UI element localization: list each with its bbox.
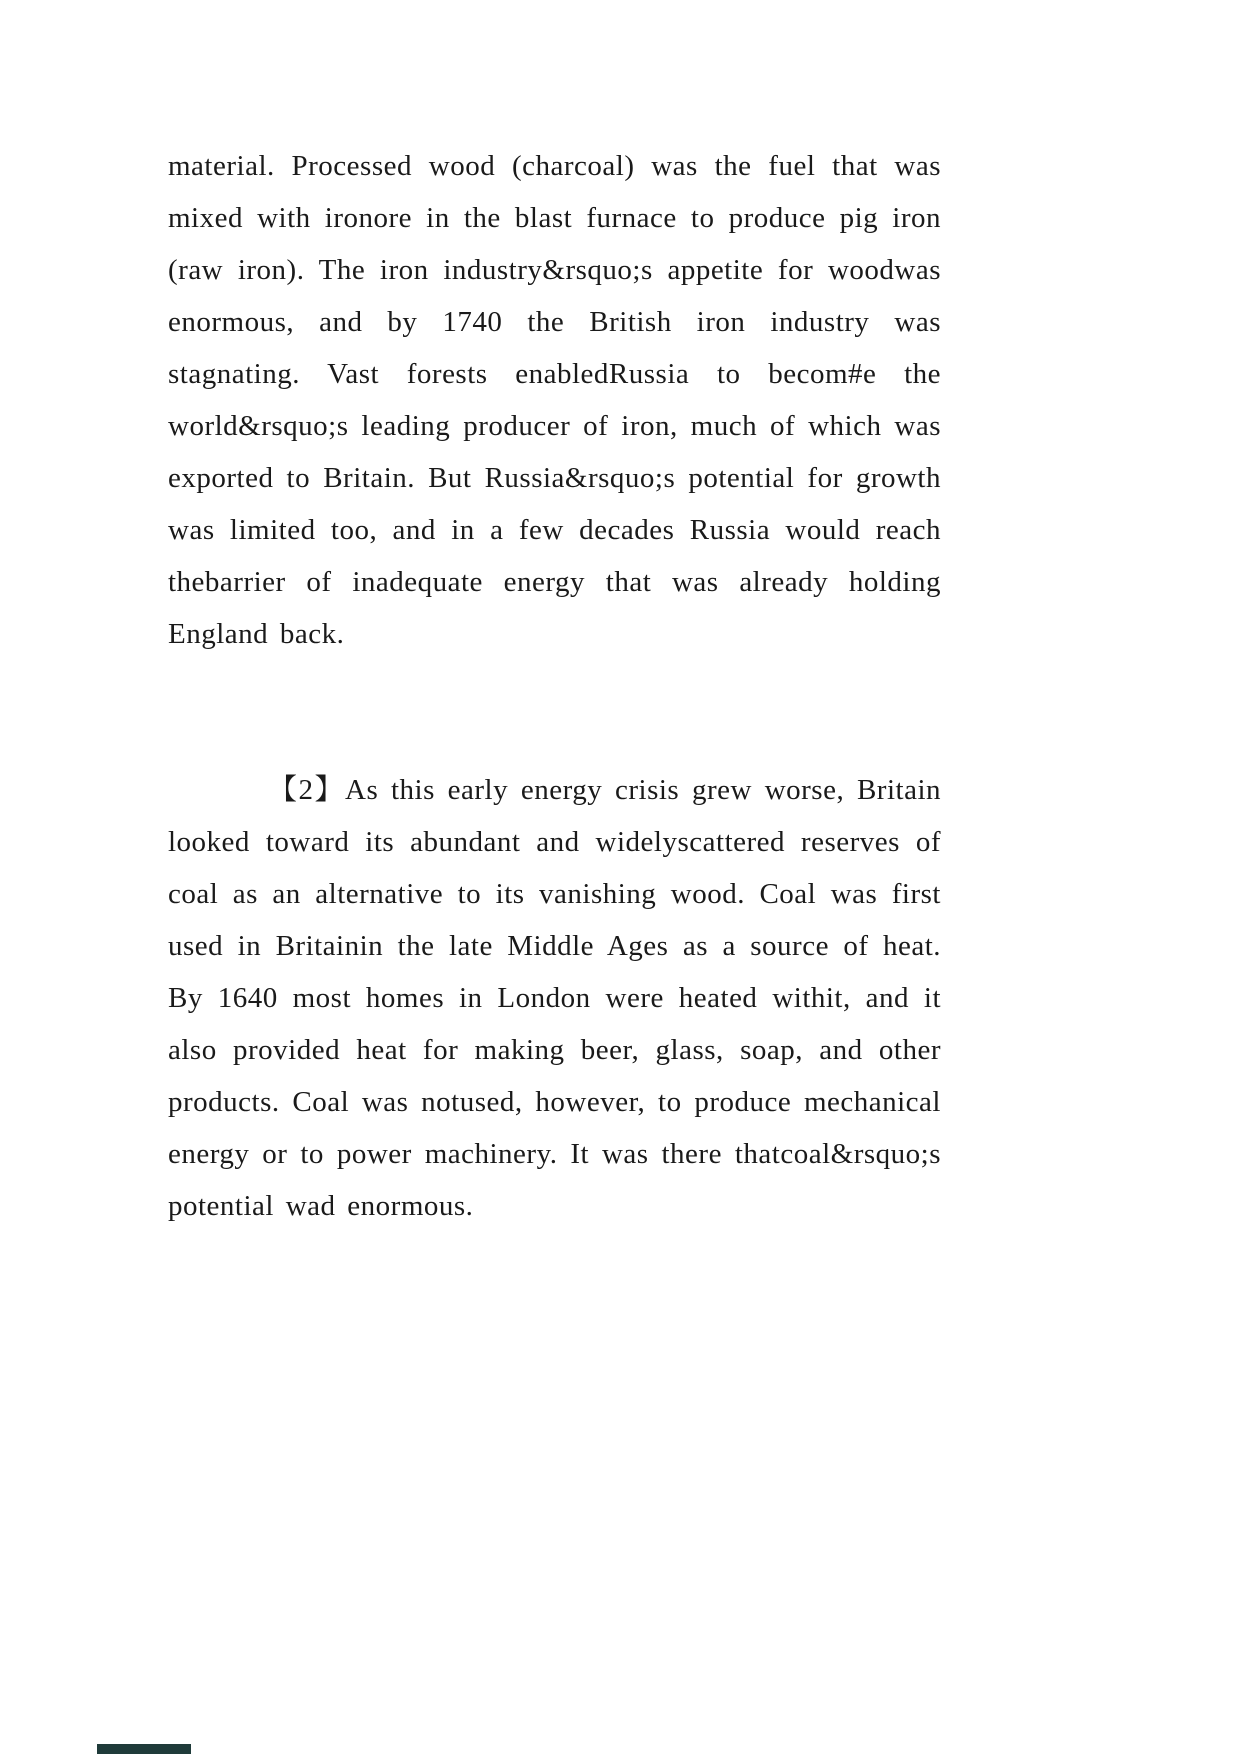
- document-body: [168, 140, 941, 1232]
- partial-cutoff-element: [97, 1744, 191, 1754]
- paragraph-iron-industry: material. Processed wood (charcoal) was the fuel that was mixed with ironore in the blast furnace to produce pig iron (raw iron). The iron industry&rsquo;s appetite for woodwas enormous, and by 1740 the British iron industry was stagnating. Vast forests enabledRussia to becom#e the world&rsquo;s leading producer of iron, much of which was exported to Britain. But Russia&rsquo;s potential for growth was limited too, and in a few decades Russia would reach thebarrier of inadequate energy that was already holding England back.: [168, 150, 941, 650]
- paragraph-coal-reserves: 【2】As this early energy crisis grew worse, Britain looked toward its abundant and widelyscattered reserves of coal as an alternative to its vanishing wood. Coal was first used in Britainin the late Middle Ages as a source of heat. By 1640 most homes in London were heated withit, and it also provided heat for making beer, glass, soap, and other products. Coal was notused, however, to produce mechanical energy or to power machinery. It was there thatcoal&rsquo;s potential wad enormous.: [168, 774, 941, 1222]
